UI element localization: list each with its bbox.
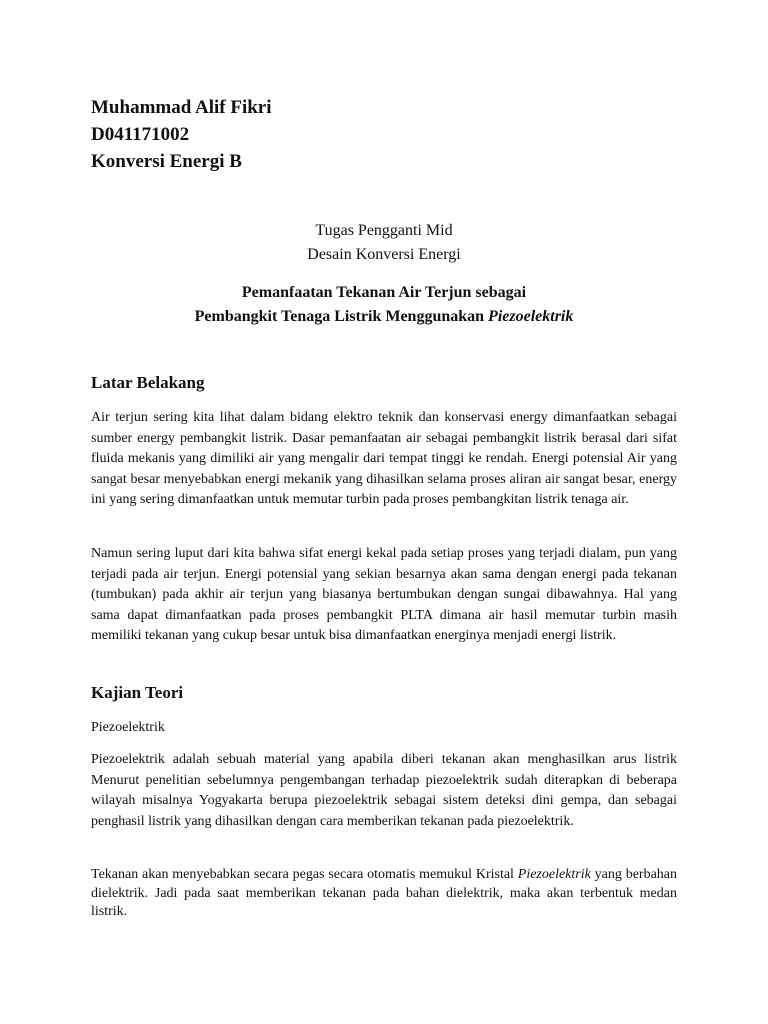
paragraph-kajian-2-italic: Piezoelektrik bbox=[517, 867, 591, 882]
author-name: Muhammad Alif Fikri bbox=[91, 97, 272, 118]
subtitle-line-1: Tugas Pengganti Mid bbox=[315, 222, 453, 239]
document-title bbox=[91, 281, 677, 329]
title-line-2-text: Pembangkit Tenaga Listrik Menggunakan bbox=[194, 308, 489, 325]
assignment-subtitle bbox=[91, 219, 677, 267]
subtitle-line-2: Desain Konversi Energi bbox=[307, 246, 461, 263]
paragraph-kajian-2-text-a: Tekanan akan menyebabkan secara pegas secara otomatis memukul Kristal bbox=[91, 867, 518, 882]
student-id: D041171002 bbox=[91, 124, 190, 145]
title-line-2 bbox=[91, 305, 677, 329]
author-block bbox=[91, 94, 491, 175]
paragraph-latar-1: Air terjun sering kita lihat dalam bidang elektro teknik dan konservasi energy dimanfaatkan sebagai sumber energy pembangkit listrik. Dasar pemanfaatan air sebagai pembangkit listrik berasal dari sifat fluida mekanis yang dimiliki air yang mengalir dari tempat tinggi ke rendah. Energi potensial Air yang sangat besar menyebabkan energi mekanik yang dihasilkan selama proses aliran air sangat besar, energy ini yang sering dimanfaatkan untuk memutar turbin pada proses pembangkitan listrik tenaga air. bbox=[91, 410, 677, 508]
class-name: Konversi Energi B bbox=[91, 151, 242, 172]
paragraph-latar-2: Namun sering luput dari kita bahwa sifat energi kekal pada setiap proses yang terjadi dialam, pun yang terjadi pada air terjun. Energi potensial yang sekian besarnya akan sama dengan energi pada tekanan (tumbukan) pada akhir air terjun yang biasanya bertumbukan dengan sungai dibawahnya. Hal yang sama dapat dimanfaatkan pada proses pembangkit PLTA dimana air hasil memutar turbin masih memiliki tekanan yang cukup besar untuk bisa dimanfaatkan energinya menjadi energi listrik. bbox=[91, 546, 677, 644]
heading-kajian-teori: Kajian Teori bbox=[91, 683, 184, 702]
paragraph-kajian-2-text-b: yang berbahan dielektrik. Jadi pada saat memberikan tekanan pada bahan dielektrik, maka akan terbentuk medan listrik. bbox=[91, 867, 677, 920]
title-line-1: Pemanfaatan Tekanan Air Terjun sebagai bbox=[241, 284, 527, 301]
paragraph-kajian-1: Piezoelektrik adalah sebuah material yang apabila diberi tekanan akan menghasilkan arus listrik Menurut penelitian sebelumnya pengembangan terhadap piezoelektrik sudah diterapkan di beberapa wilayah misalnya Yogyakarta berupa piezoelektrik sebagai sistem deteksi dini gempa, dan sebagai penghasil listrik yang dihasilkan dengan cara memberikan tekanan pada piezoelektrik. bbox=[91, 752, 677, 829]
heading-latar-belakang: Latar Belakang bbox=[91, 373, 205, 392]
paragraph-kajian-2 bbox=[91, 866, 677, 922]
title-line-2-italic: Piezoelektrik bbox=[488, 308, 574, 325]
subheading-piezoelektrik: Piezoelektrik bbox=[91, 720, 165, 735]
